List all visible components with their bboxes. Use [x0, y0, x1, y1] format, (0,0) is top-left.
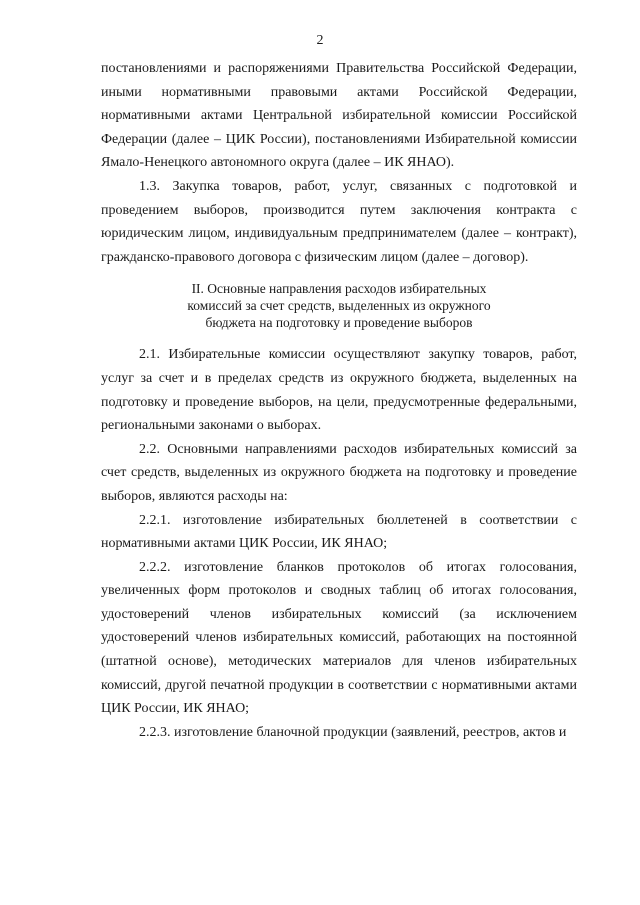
paragraph-intro-continuation: постановлениями и распоряжениями Правительства Российской Федерации, иными нормативными правовыми актами Российской Федерации, нормативными актами Центральной избирательной комиссии Российской Федерации (далее – ЦИК России), постановлениями Избирательной комиссии Ямало-Ненецкого автономного округа (далее – ИК ЯНАО).: [101, 61, 577, 171]
paragraph-2-1: 2.1. Избирательные комиссии осуществляют закупку товаров, работ, услуг за счет и в пределах средств из окружного бюджета, выделенных на подготовку и проведение выборов, на цели, предусмотренные федеральными, региональными законами о выборах.: [101, 347, 577, 434]
paragraph-2-2-2: 2.2.2. изготовление бланков протоколов об итогах голосования, увеличенных форм протоколов и сводных таблиц об итогах голосования, удостоверений членов избирательных комиссий (за исключением удостоверений членов избирательных комиссий, работающих на постоянной (штатной основе), методических материалов для членов избирательных комиссий, другой печатной продукции в соответствии с нормативными актами ЦИК России, ИК ЯНАО;: [101, 559, 577, 717]
paragraph-1-3: 1.3. Закупка товаров, работ, услуг, связанных с подготовкой и проведением выборов, производится путем заключения контракта с юридическим лицом, индивидуальным предпринимателем (далее – контракт), гражданско-правового договора с физическим лицом (далее – договор).: [101, 178, 577, 265]
section-heading-line: комиссий за счет средств, выделенных из окружного: [187, 298, 491, 314]
paragraph-2-2-3: 2.2.3. изготовление бланочной продукции (заявлений, реестров, актов и: [139, 724, 567, 740]
page-number: 2: [316, 33, 324, 48]
document-body: [101, 57, 577, 744]
section-heading-2: [101, 280, 577, 331]
paragraph-2-2: 2.2. Основными направлениями расходов избирательных комиссий за счет средств, выделенных из окружного бюджета на подготовку и проведение выборов, являются расходы на:: [101, 441, 577, 504]
paragraph-2-2-1: 2.2.1. изготовление избирательных бюллетеней в соответствии с нормативными актами ЦИК России, ИК ЯНАО;: [101, 512, 577, 552]
section-heading-line: II. Основные направления расходов избирательных: [191, 281, 487, 297]
section-heading-line: бюджета на подготовку и проведение выборов: [205, 315, 473, 331]
